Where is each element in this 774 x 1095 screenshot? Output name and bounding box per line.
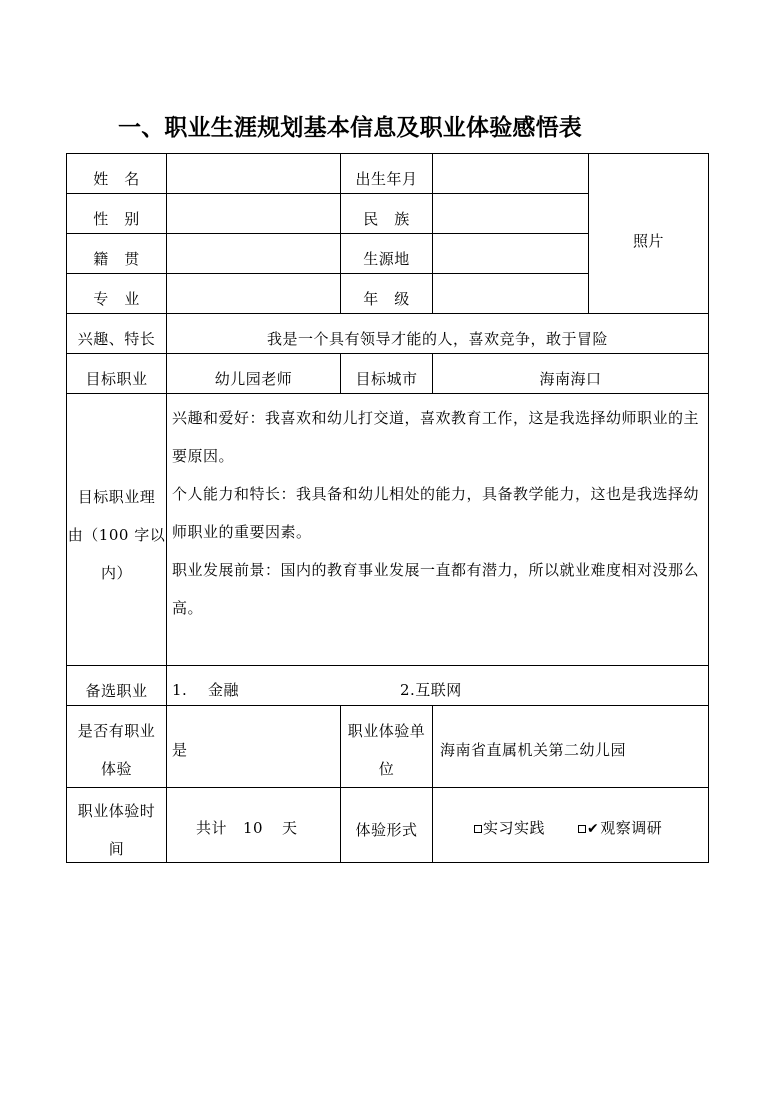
alternative-2: 2.互联网 [400, 681, 462, 699]
reason-text [166, 393, 709, 666]
experience-unit-label-line: 位 [378, 759, 395, 778]
reason-line: 要原因。 [172, 447, 235, 465]
origin-label: 生源地 [340, 233, 433, 274]
reason-label [66, 393, 167, 666]
native-place-value [166, 233, 341, 274]
reason-line: 高。 [172, 599, 204, 617]
duration-value [166, 787, 341, 863]
target-career-value: 幼儿园老师 [166, 353, 341, 394]
has-experience-label-line: 是否有职业 [77, 721, 156, 740]
native-place-label: 籍 贯 [66, 233, 167, 274]
name-value [166, 153, 341, 194]
name-label: 姓 名 [66, 153, 167, 194]
duration-suffix: 天 [282, 819, 298, 837]
page-title: 一、职业生涯规划基本信息及职业体验感悟表 [118, 115, 582, 141]
has-experience-label [66, 705, 167, 788]
target-career-label: 目标职业 [66, 353, 167, 394]
grade-label: 年 级 [340, 273, 433, 314]
option-observation [578, 816, 662, 841]
alternatives-label: 备选职业 [66, 665, 167, 706]
major-label: 专 业 [66, 273, 167, 314]
grade-value [432, 273, 589, 314]
interests-label: 兴趣、特长 [66, 313, 167, 354]
reason-line: 兴趣和爱好：我喜欢和幼儿打交道，喜欢教育工作，这是我选择幼师职业的主 [172, 409, 700, 427]
birth-label: 出生年月 [340, 153, 433, 194]
duration-label-line: 间 [108, 840, 125, 858]
alternative-1-name: 金融 [208, 681, 240, 699]
gender-value [166, 193, 341, 234]
checkmark-icon [587, 816, 600, 841]
origin-value [432, 233, 589, 274]
reason-line: 个人能力和特长：我具备和幼儿相处的能力，具备教学能力，这也是我选择幼 [172, 485, 700, 503]
experience-unit-label [340, 705, 433, 788]
gender-label: 性 别 [66, 193, 167, 234]
checkbox-icon [578, 825, 586, 833]
reason-label-line: 内） [100, 563, 132, 582]
photo-cell: 照片 [588, 153, 709, 314]
option-internship [474, 816, 545, 840]
reason-label-line: 由（100 字以 [67, 525, 166, 544]
checkbox-icon [474, 825, 482, 833]
experience-form-options [432, 787, 709, 863]
duration-label-line: 职业体验时 [77, 802, 156, 820]
has-experience-answer: 是 [172, 741, 188, 759]
ethnicity-label: 民 族 [340, 193, 433, 234]
experience-form-label: 体验形式 [340, 787, 433, 863]
target-city-value: 海南海口 [432, 353, 709, 394]
interests-value: 我是一个具有领导才能的人，喜欢竞争，敢于冒险 [166, 313, 709, 354]
duration-label [66, 787, 167, 863]
alternative-1-number: 1. [172, 681, 188, 699]
reason-label-line: 目标职业理 [77, 487, 156, 506]
duration-days: 10 [243, 819, 264, 837]
experience-unit-label-line: 职业体验单 [347, 721, 426, 740]
ethnicity-value [432, 193, 589, 234]
duration-prefix: 共计 [196, 819, 228, 837]
experience-unit-value [432, 705, 709, 788]
major-value [166, 273, 341, 314]
option-internship-label: 实习实践 [483, 819, 546, 837]
birth-value [432, 153, 589, 194]
experience-unit-name: 海南省直属机关第二幼儿园 [440, 741, 627, 759]
reason-line: 师职业的重要因素。 [172, 523, 312, 541]
has-experience-value [166, 705, 341, 788]
reason-line: 职业发展前景：国内的教育事业发展一直都有潜力，所以就业难度相对没那么 [172, 561, 700, 579]
option-observation-label: 观察调研 [600, 819, 663, 837]
alternatives-value [166, 665, 709, 706]
target-city-label: 目标城市 [340, 353, 433, 394]
has-experience-label-line: 体验 [100, 759, 132, 778]
